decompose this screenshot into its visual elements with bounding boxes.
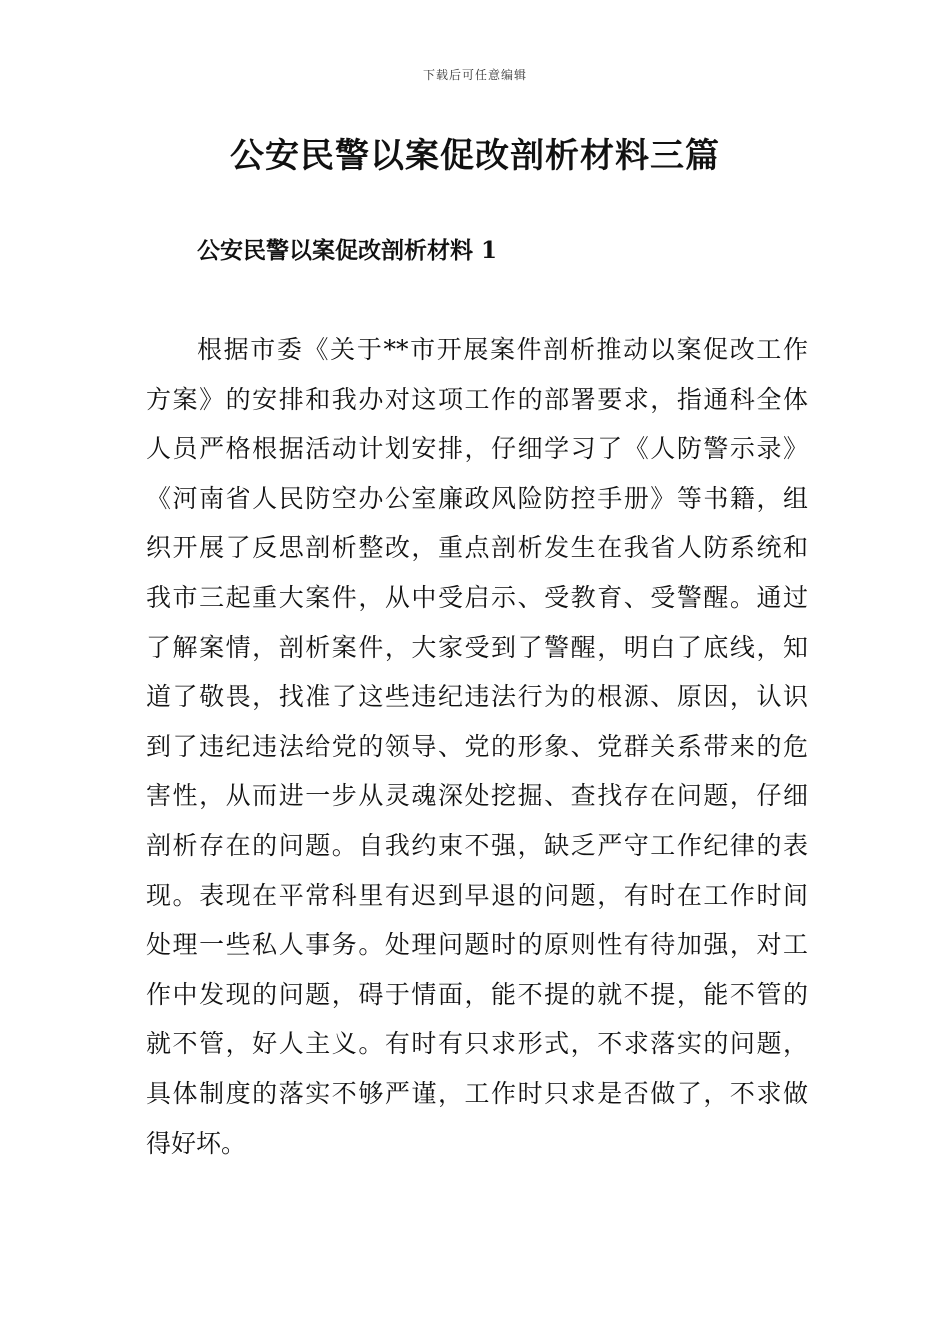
body-line: 方案》的安排和我办对这项工作的部署要求，指通科全体	[146, 384, 808, 414]
body-line: 就不管，好人主义。有时有只求形式，不求落实的问题，	[146, 1029, 808, 1059]
body-line: 织开展了反思剖析整改，重点剖析发生在我省人防系统和	[146, 533, 808, 563]
body-line: 害性，从而进一步从灵魂深处挖掘、查找存在问题，仔细	[146, 781, 808, 811]
body-line: 人员严格根据活动计划安排，仔细学习了《人防警示录》	[146, 434, 808, 464]
body-line: 作中发现的问题，碍于情面，能不提的就不提，能不管的	[146, 979, 808, 1009]
body-line: 我市三起重大案件，从中受启示、受教育、受警醒。通过	[146, 582, 808, 612]
body-line: 道了敬畏，找准了这些违纪违法行为的根源、原因，认识	[146, 682, 808, 712]
body-line: 现。表现在平常科里有迟到早退的问题，有时在工作时间	[146, 880, 808, 910]
body-line: 《河南省人民防空办公室廉政风险防控手册》等书籍，组	[146, 483, 808, 513]
body-line: 到了违纪违法给党的领导、党的形象、党群关系带来的危	[146, 731, 808, 761]
section-heading: 公安民警以案促改剖析材料 1	[197, 237, 498, 264]
body-line: 剖析存在的问题。自我约束不强，缺乏严守工作纪律的表	[146, 830, 808, 860]
body-line: 得好坏。	[146, 1128, 247, 1158]
document-title: 公安民警以案促改剖析材料三篇	[230, 136, 720, 176]
body-line: 了解案情，剖析案件，大家受到了警醒，明白了底线，知	[146, 632, 808, 662]
body-line: 处理一些私人事务。处理问题时的原则性有待加强，对工	[146, 930, 808, 960]
body-line: 根据市委《关于**市开展案件剖析推动以案促改工作	[197, 335, 808, 364]
body-paragraph	[146, 330, 808, 1173]
body-line: 具体制度的落实不够严谨，工作时只求是否做了，不求做	[146, 1078, 808, 1108]
header-note: 下载后可任意编辑	[422, 68, 527, 82]
